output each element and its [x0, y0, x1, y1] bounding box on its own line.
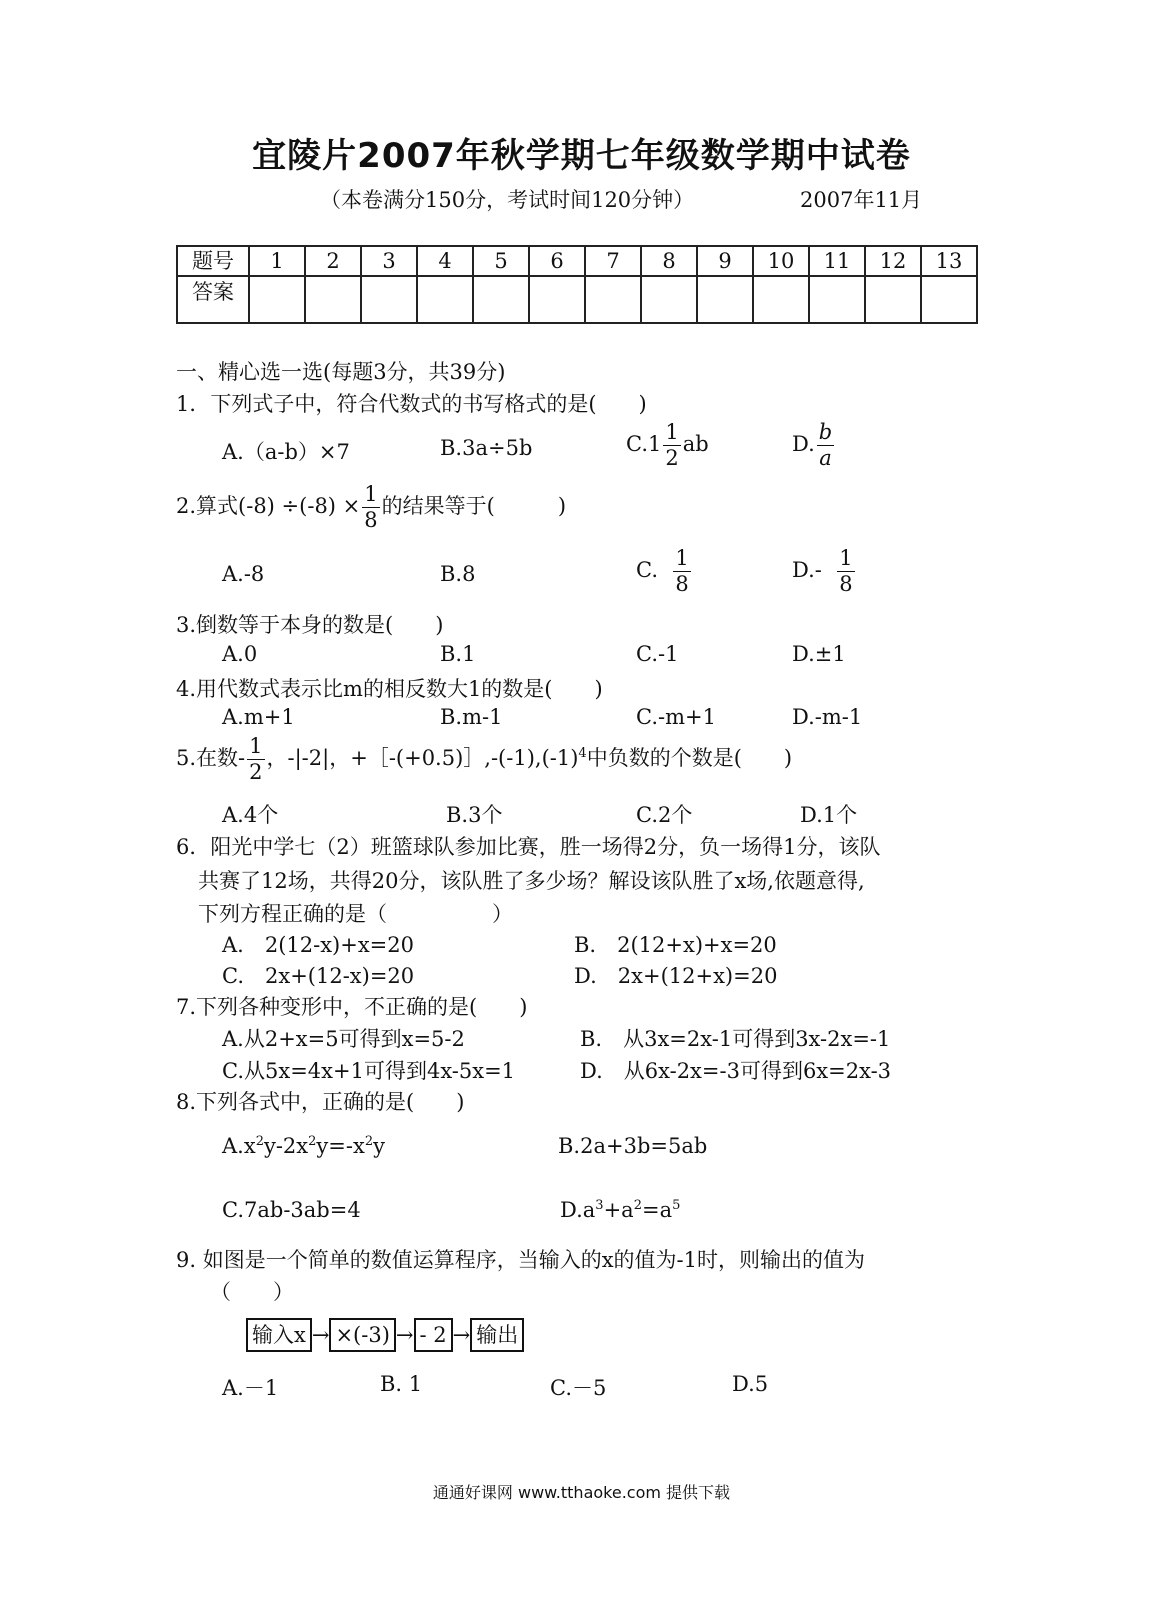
table-cell-number: 6: [529, 246, 585, 276]
fraction: [663, 422, 680, 469]
multiply-box: ×(-3): [329, 1318, 395, 1352]
question-1-stem: 1．下列式子中，符合代数式的书写格式的是( ): [176, 392, 647, 416]
answer-cell[interactable]: [305, 276, 361, 323]
exponent: 3: [595, 1198, 604, 1213]
question-2-stem: [176, 484, 566, 531]
answer-cell[interactable]: [529, 276, 585, 323]
option-label: C.: [636, 558, 658, 582]
denominator: 2: [665, 446, 679, 470]
question-9-option-c: C.－5: [550, 1376, 607, 1400]
answer-cell[interactable]: [865, 276, 921, 323]
fraction: [837, 548, 854, 595]
question-5-option-b: B.3个: [446, 803, 503, 827]
exponent: 2: [308, 1134, 317, 1149]
table-cell-number: 3: [361, 246, 417, 276]
question-8-option-c: C.7ab-3ab=4: [222, 1198, 361, 1222]
question-3-option-b: B.1: [440, 642, 476, 666]
question-7-option-c: C.从5x=4x+1可得到4x-5x=1: [222, 1059, 516, 1083]
stem-text: 5.在数-: [176, 746, 246, 770]
denominator: 2: [249, 760, 263, 784]
question-4-option-c: C.-m+1: [636, 705, 716, 729]
fraction: [673, 548, 690, 595]
question-4-option-a: A.m+1: [222, 705, 295, 729]
question-7-option-a: A.从2+x=5可得到x=5-2: [222, 1027, 465, 1051]
expr: A.x: [222, 1134, 256, 1158]
expr: y-2x: [263, 1134, 309, 1158]
exam-date: 2007年11月: [800, 188, 923, 212]
question-8-option-d: [560, 1198, 680, 1222]
table-cell-number: 5: [473, 246, 529, 276]
answer-table-answer-row: [177, 276, 977, 323]
question-2-option-b: B.8: [440, 562, 476, 586]
question-5-option-d: D.1个: [800, 803, 858, 827]
question-9-option-d: D.5: [732, 1372, 769, 1396]
table-cell-number: 7: [585, 246, 641, 276]
question-3-stem: 3.倒数等于本身的数是( ): [176, 613, 444, 637]
expr: y=-x: [316, 1134, 365, 1158]
exponent: 5: [672, 1198, 681, 1213]
expr: =a: [641, 1198, 673, 1222]
exponent: 2: [633, 1198, 642, 1213]
question-9-option-b: B. 1: [380, 1372, 423, 1396]
exam-info: （本卷满分150分，考试时间120分钟）: [320, 188, 695, 212]
numerator: b: [818, 420, 833, 444]
expr: D.a: [560, 1198, 596, 1222]
question-9-option-a: A.－1: [222, 1376, 279, 1400]
question-6-line-1: 6．阳光中学七（2）班篮球队参加比赛，胜一场得2分，负一场得1分，该队: [176, 835, 881, 859]
question-1-option-a: A.（a-b）×7: [222, 440, 350, 464]
question-6-line-3: 下列方程正确的是（ ）: [198, 902, 513, 926]
question-8-option-b: B.2a+3b=5ab: [558, 1134, 708, 1158]
question-1-option-d: [792, 422, 836, 469]
option-label: D.: [792, 432, 815, 456]
question-1-option-b: B.3a÷5b: [440, 436, 533, 460]
option-label: D.-: [792, 558, 822, 582]
table-label-question-number: 题号: [177, 246, 249, 276]
stem-text: ，-|-2|，+［-(+0.5)］,-(-1),(-1): [266, 746, 579, 770]
input-box: 输入x: [246, 1318, 312, 1352]
table-cell-number: 9: [697, 246, 753, 276]
program-flow-diagram: [246, 1318, 524, 1352]
numerator: 1: [839, 546, 853, 570]
output-box: 输出: [470, 1318, 524, 1352]
question-6-option-c: C. 2x+(12-x)=20: [222, 964, 415, 988]
fraction: [362, 484, 379, 531]
expr: +a: [603, 1198, 634, 1222]
denominator: 8: [675, 572, 689, 596]
arrow-icon: →: [311, 1323, 330, 1347]
page-title: 宜陵片2007年秋学期七年级数学期中试卷: [252, 136, 911, 176]
exponent: 4: [578, 746, 587, 761]
table-cell-number: 4: [417, 246, 473, 276]
question-7-option-b: B. 从3x=2x-1可得到3x-2x=-1: [580, 1027, 891, 1051]
question-6-option-b: B. 2(12+x)+x=20: [574, 933, 777, 957]
fraction: [247, 736, 264, 783]
exponent: 2: [255, 1134, 264, 1149]
expr: y: [373, 1134, 385, 1158]
table-cell-number: 13: [921, 246, 977, 276]
answer-cell[interactable]: [641, 276, 697, 323]
footer-credit: 通通好课网 www.tthaoke.com 提供下载: [432, 1483, 731, 1502]
question-4-stem: 4.用代数式表示比m的相反数大1的数是( ): [176, 677, 603, 701]
answer-cell[interactable]: [585, 276, 641, 323]
question-3-option-d: D.±1: [792, 642, 846, 666]
table-label-answer: 答案: [177, 276, 249, 323]
table-cell-number: 1: [249, 246, 305, 276]
stem-text: 2.算式(-8) ÷(-8) ×: [176, 494, 361, 518]
answer-cell[interactable]: [753, 276, 809, 323]
denominator: a: [819, 446, 832, 470]
answer-cell[interactable]: [473, 276, 529, 323]
question-5-stem: [176, 736, 792, 783]
question-3-option-c: C.-1: [636, 642, 679, 666]
answer-cell[interactable]: [809, 276, 865, 323]
question-2-option-a: A.-8: [222, 562, 265, 586]
question-5-option-c: C.2个: [636, 803, 693, 827]
denominator: 8: [364, 508, 378, 532]
denominator: 8: [839, 572, 853, 596]
answer-cell[interactable]: [361, 276, 417, 323]
table-cell-number: 2: [305, 246, 361, 276]
answer-cell[interactable]: [417, 276, 473, 323]
table-cell-number: 10: [753, 246, 809, 276]
question-6-option-d: D. 2x+(12+x)=20: [574, 964, 778, 988]
question-9-line-2: （ ）: [210, 1280, 294, 1304]
question-2-option-c: [636, 548, 693, 595]
question-4-option-b: B.m-1: [440, 705, 503, 729]
question-6-line-2: 共赛了12场，共得20分，该队胜了多少场？解设该队胜了x场,依题意得,: [198, 869, 865, 893]
table-cell-number: 8: [641, 246, 697, 276]
question-8-option-a: [222, 1134, 385, 1158]
answer-cell[interactable]: [249, 276, 305, 323]
numerator: 1: [665, 420, 679, 444]
question-4-option-d: D.-m-1: [792, 705, 863, 729]
option-text: ab: [682, 432, 709, 456]
subtract-box: - 2: [414, 1318, 453, 1352]
answer-table-header-row: [177, 246, 977, 276]
arrow-icon: →: [452, 1323, 471, 1347]
option-label: C.1: [626, 432, 662, 456]
stem-text: 中负数的个数是( ): [586, 746, 793, 770]
question-9-line-1: 9. 如图是一个简单的数值运算程序，当输入的x的值为-1时，则输出的值为: [176, 1248, 866, 1272]
answer-cell[interactable]: [921, 276, 977, 323]
question-6-option-a: A. 2(12-x)+x=20: [222, 933, 415, 957]
question-8-stem: 8.下列各式中，正确的是( ): [176, 1090, 465, 1114]
numerator: 1: [249, 734, 263, 758]
fraction: [817, 422, 834, 469]
arrow-icon: →: [395, 1323, 414, 1347]
table-cell-number: 12: [865, 246, 921, 276]
exponent: 2: [364, 1134, 374, 1149]
question-7-stem: 7.下列各种变形中，不正确的是( ): [176, 995, 528, 1019]
table-cell-number: 11: [809, 246, 865, 276]
answer-cell[interactable]: [697, 276, 753, 323]
question-5-option-a: A.4个: [222, 803, 279, 827]
question-3-option-a: A.0: [222, 642, 258, 666]
question-7-option-d: D. 从6x-2x=-3可得到6x=2x-3: [580, 1059, 892, 1083]
question-2-option-d: [792, 548, 857, 595]
stem-text: 的结果等于( ): [381, 494, 567, 518]
numerator: 1: [675, 546, 689, 570]
section-heading: 一、精心选一选(每题3分，共39分): [176, 360, 506, 384]
numerator: 1: [364, 482, 378, 506]
question-1-option-c: [626, 422, 709, 469]
answer-table: [176, 245, 978, 324]
